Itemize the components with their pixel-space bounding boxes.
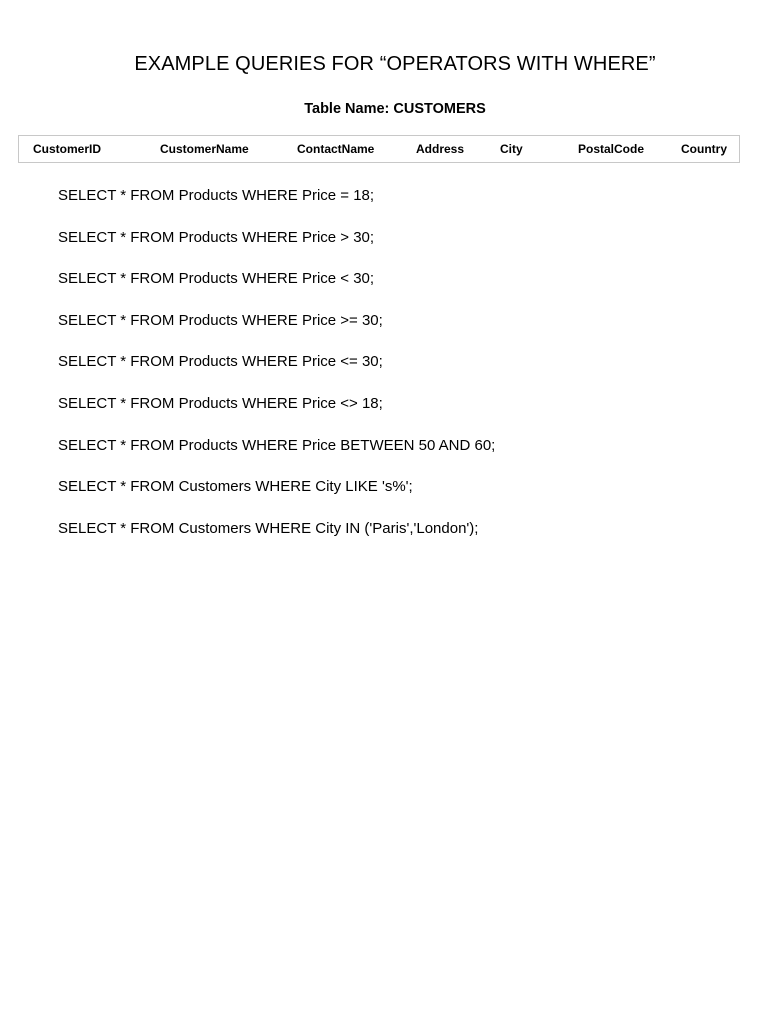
column-header-customer-name: CustomerName bbox=[160, 142, 249, 156]
column-header-customer-id: CustomerID bbox=[33, 142, 102, 156]
query-list bbox=[58, 184, 495, 558]
query-line: SELECT * FROM Products WHERE Price < 30; bbox=[58, 270, 375, 288]
query-line: SELECT * FROM Customers WHERE City LIKE 's%'; bbox=[58, 478, 413, 496]
table-columns-header bbox=[18, 135, 740, 163]
query-line: SELECT * FROM Products WHERE Price <> 18; bbox=[58, 394, 383, 412]
page-title: EXAMPLE QUERIES FOR “OPERATORS WITH WHERE” bbox=[134, 53, 656, 75]
query-line: SELECT * FROM Customers WHERE City IN ('Paris','London'); bbox=[58, 519, 479, 537]
query-line: SELECT * FROM Products WHERE Price = 18; bbox=[58, 187, 375, 204]
column-header-contact-name: ContactName bbox=[297, 142, 375, 156]
query-line: SELECT * FROM Products WHERE Price >= 30; bbox=[58, 311, 383, 329]
column-header-city: City bbox=[500, 142, 523, 156]
table-name-heading: Table Name: CUSTOMERS bbox=[304, 101, 486, 117]
query-line: SELECT * FROM Products WHERE Price > 30; bbox=[58, 228, 375, 246]
column-header-address: Address bbox=[416, 142, 465, 156]
column-header-country: Country bbox=[681, 142, 727, 156]
column-header-postal-code: PostalCode bbox=[578, 142, 645, 156]
query-line: SELECT * FROM Products WHERE Price <= 30; bbox=[58, 353, 383, 371]
query-line: SELECT * FROM Products WHERE Price BETWEEN 50 AND 60; bbox=[58, 436, 496, 454]
